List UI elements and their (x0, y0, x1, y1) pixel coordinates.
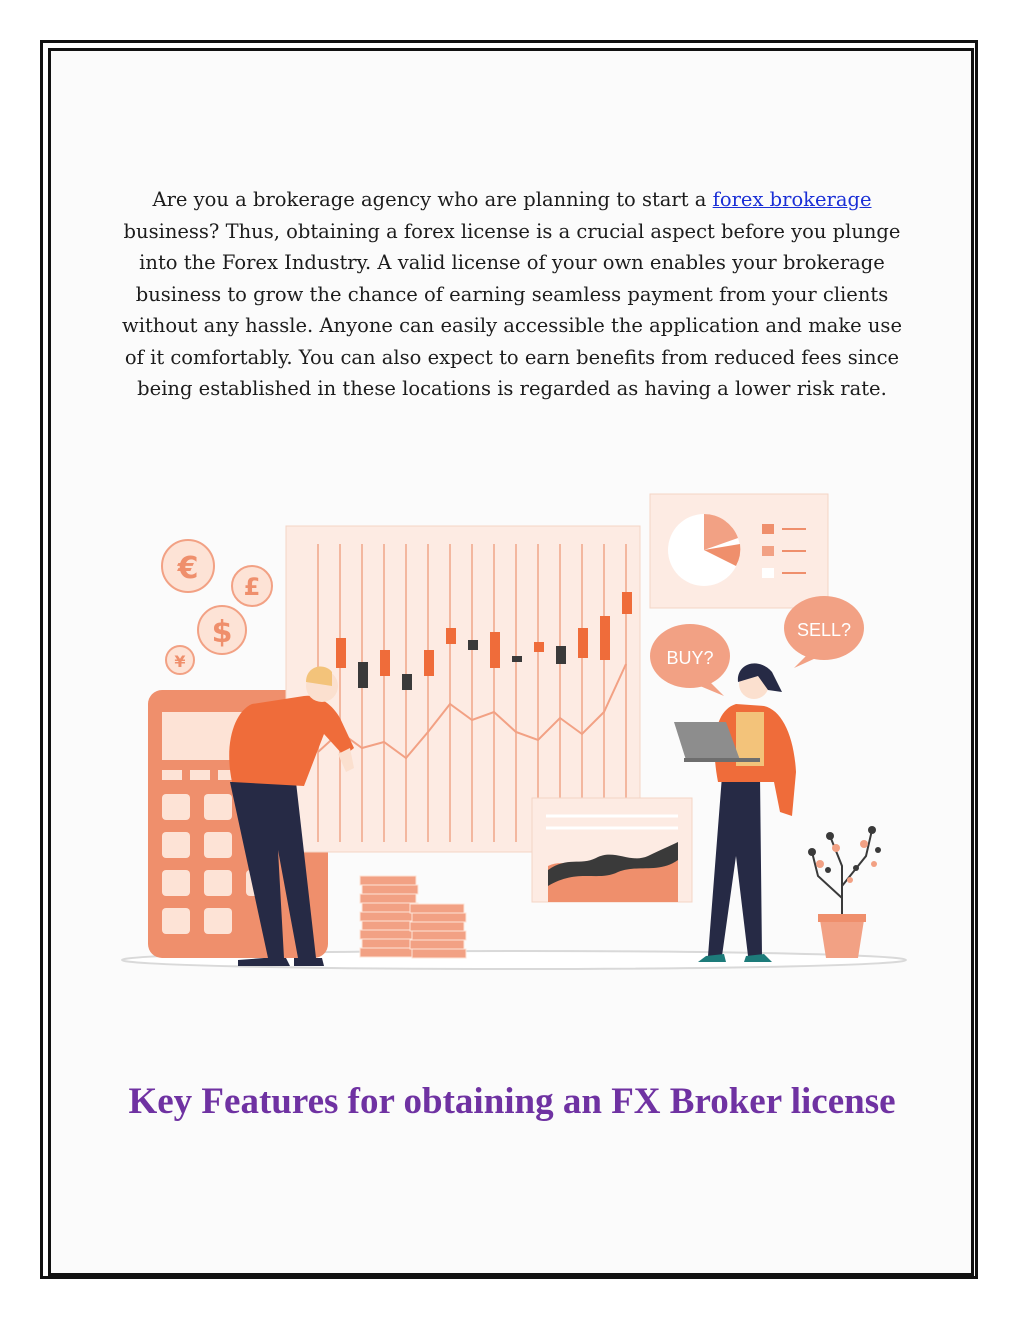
dollar-coin-icon (198, 606, 246, 654)
potted-plant-icon (808, 826, 881, 958)
dollar-symbol: $ (211, 615, 233, 650)
yen-symbol: ¥ (174, 652, 186, 671)
intro-paragraph (110, 184, 914, 405)
area-chart-card (532, 798, 692, 902)
buy-bubble-text: BUY? (666, 648, 714, 668)
euro-coin-icon (162, 540, 214, 592)
pie-chart-card (650, 494, 828, 608)
forex-brokerage-link[interactable]: forex brokerage (712, 188, 872, 211)
euro-symbol: € (177, 551, 199, 586)
coin-stacks (360, 876, 466, 958)
pound-symbol: £ (243, 573, 261, 601)
yen-coin-icon (166, 646, 194, 674)
sell-bubble-text: SELL? (796, 620, 852, 640)
sell-speech-bubble (784, 596, 864, 668)
pound-coin-icon (232, 566, 272, 606)
buy-speech-bubble (650, 624, 730, 696)
intro-text-start: Are you a brokerage agency who are planning to start a (152, 188, 713, 211)
section-heading: Key Features for obtaining an FX Broker license (128, 1081, 896, 1122)
forex-trading-illustration (118, 486, 910, 976)
intro-text-rest: business? Thus, obtaining a forex license is a crucial aspect before you plunge into the Forex Industry. A valid license of your own enables your brokerage business to grow the chance of earning seamless payment from your clients without any hassle. Anyone can easily accessible the application and make use of it comfortably. You can also expect to earn benefits from reduced fees since being established in these locations is regarded as having a lower risk rate. (122, 219, 902, 400)
